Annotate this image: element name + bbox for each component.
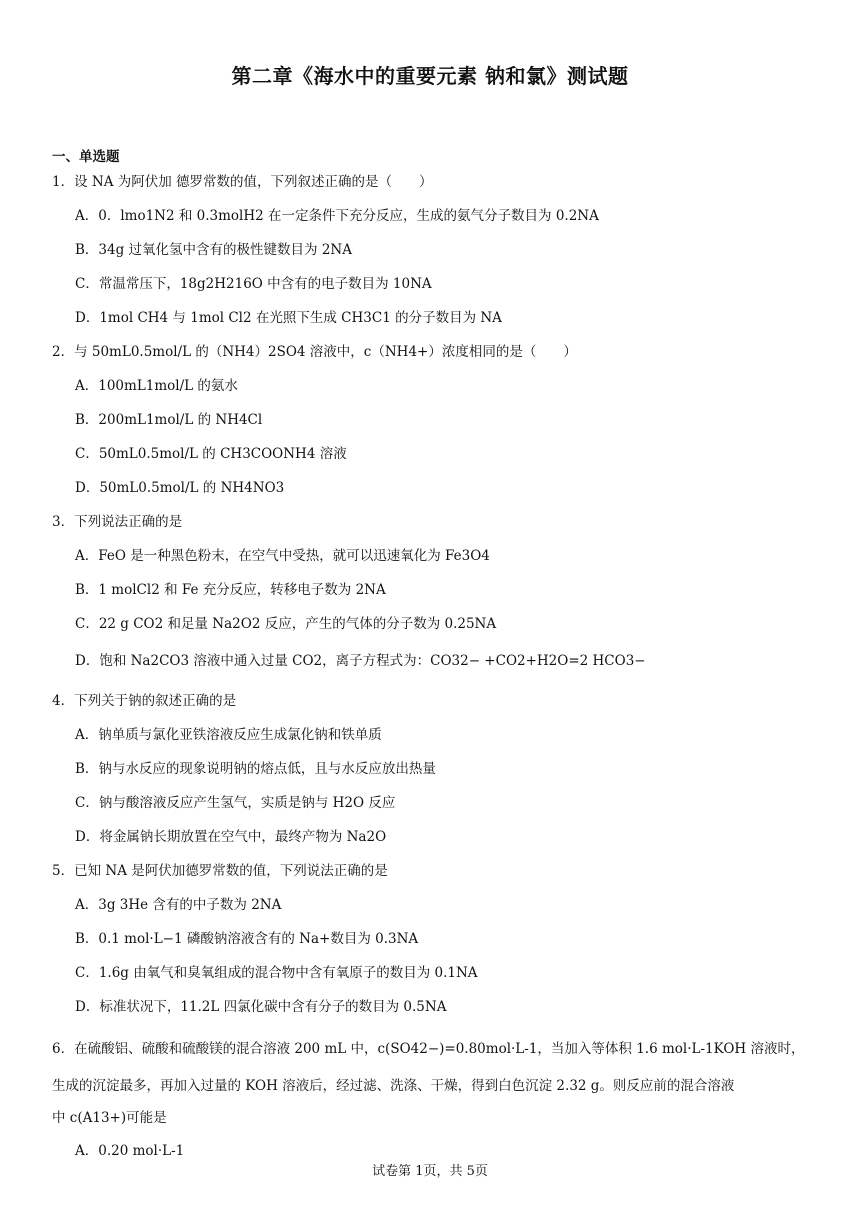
- question-2-option-d: D．50mL0.5mol/L 的 NH4NO3: [75, 480, 285, 496]
- question-4-option-c: C．钠与酸溶液反应产生氢气，实质是钠与 H2O 反应: [75, 795, 396, 811]
- question-1-option-a: A．0．lmo1N2 和 0.3molH2 在一定条件下充分反应，生成的氨气分子数目为 0.2NA: [75, 208, 599, 224]
- question-3-option-d: D．饱和 Na2CO3 溶液中通入过量 CO2，离子方程式为：CO32− +CO2+H2O=2 HCO3−: [75, 653, 646, 669]
- question-2-option-c: C．50mL0.5mol/L 的 CH3COONH4 溶液: [75, 446, 347, 462]
- question-1-option-b: B．34g 过氧化氢中含有的极性键数目为 2NA: [75, 242, 352, 258]
- question-1-option-c: C．常温常压下，18g2H216O 中含有的电子数目为 10NA: [75, 276, 432, 292]
- question-3-stem: 3．下列说法正确的是: [52, 514, 183, 530]
- question-1-stem: 1．设 NA 为阿伏加 德罗常数的值，下列叙述正确的是（ ）: [52, 174, 433, 190]
- question-1-option-d: D．1mol CH4 与 1mol Cl2 在光照下生成 CH3C1 的分子数目为 NA: [75, 310, 502, 326]
- question-6-stem-line-3: 中 c(A13+)可能是: [52, 1110, 167, 1126]
- question-4-option-a: A．钠单质与氯化亚铁溶液反应生成氯化钠和铁单质: [75, 727, 382, 743]
- question-5-option-d: D．标准状况下，11.2L 四氯化碳中含有分子的数目为 0.5NA: [75, 999, 447, 1015]
- question-6-stem-line-1: 6．在硫酸铝、硫酸和硫酸镁的混合溶液 200 mL 中，c(SO42−)=0.80mol·L-1，当加入等体积 1.6 mol·L-1KOH 溶液时，: [52, 1041, 805, 1057]
- question-5-option-a: A．3g 3He 含有的中子数为 2NA: [75, 897, 282, 913]
- question-3-option-b: B．1 molCl2 和 Fe 充分反应，转移电子数为 2NA: [75, 582, 386, 598]
- question-3-option-c: C．22 g CO2 和足量 Na2O2 反应，产生的气体的分子数为 0.25NA: [75, 616, 497, 632]
- section-heading: 一、单选题: [52, 149, 120, 165]
- question-4-option-d: D．将金属钠长期放置在空气中，最终产物为 Na2O: [75, 829, 387, 845]
- question-6-stem-line-2: 生成的沉淀最多，再加入过量的 KOH 溶液后，经过滤、洗涤、干燥，得到白色沉淀 2.32 g。则反应前的混合溶液: [52, 1078, 735, 1094]
- question-2-option-a: A．100mL1mol/L 的氨水: [75, 378, 238, 394]
- page-title: 第二章《海水中的重要元素 钠和氯》测试题: [231, 64, 629, 88]
- question-5-option-b: B．0.1 mol·L−1 磷酸钠溶液含有的 Na+数目为 0.3NA: [75, 931, 419, 947]
- question-4-stem: 4．下列关于钠的叙述正确的是: [52, 693, 237, 709]
- question-2-stem: 2．与 50mL0.5mol/L 的（NH4）2SO4 溶液中，c（NH4+）浓度相同的是（ ）: [52, 344, 577, 360]
- question-2-option-b: B．200mL1mol/L 的 NH4Cl: [75, 412, 263, 428]
- page-footer: 试卷第 1页，共 5页: [372, 1164, 488, 1179]
- question-5-option-c: C．1.6g 由氧气和臭氧组成的混合物中含有氧原子的数目为 0.1NA: [75, 965, 478, 981]
- question-6-option-a: A．0.20 mol·L-1: [75, 1143, 185, 1159]
- question-5-stem: 5．已知 NA 是阿伏加德罗常数的值，下列说法正确的是: [52, 863, 388, 879]
- question-4-option-b: B．钠与水反应的现象说明钠的熔点低，且与水反应放出热量: [75, 761, 436, 777]
- question-3-option-a: A．FeO 是一种黑色粉末，在空气中受热，就可以迅速氧化为 Fe3O4: [75, 548, 490, 564]
